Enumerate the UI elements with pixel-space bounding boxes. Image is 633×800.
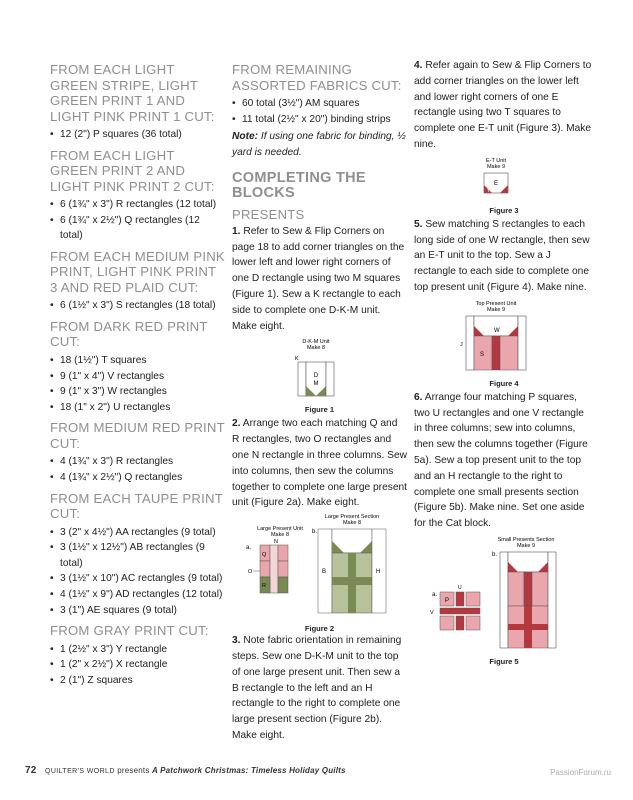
step-text: Note fabric orientation in remaining steps. Sew one D-K-M unit to the top of one large present unit. Then sew a B rectangle to the left and an H rectangle to the right to complete one large present section (Figure 2b). Make eight. — [232, 635, 402, 741]
figure-4-caption: Figure 4 — [489, 378, 519, 388]
fig1-label-k: K — [295, 356, 299, 363]
cutting-group-heading: FROM EACH LIGHT GREEN STRIPE, LIGHT GREEN PRINT 1 AND LIGHT PINK PRINT 1 CUT: — [50, 62, 215, 124]
list-item: • 11 total (2½" x 20") binding strips — [232, 112, 407, 128]
fig5-label-u: U — [458, 584, 462, 591]
step-number: 4. — [414, 60, 423, 71]
page-footer — [25, 765, 346, 776]
fig3-label-t: T — [487, 187, 490, 193]
figure-5 — [414, 534, 594, 664]
fig3-sub: Make 9 — [486, 163, 506, 170]
figure-3 — [414, 155, 594, 213]
fig2-label-o: O — [248, 569, 253, 576]
list-item: • 6 (1¾" x 2½") Q rectangles (12 total) — [50, 213, 225, 244]
cutting-list — [50, 197, 225, 244]
fig1-label-d: D — [313, 373, 319, 380]
step-5 — [414, 217, 594, 296]
step-6 — [414, 390, 594, 532]
list-item: • 1 (2" x 2½") X rectangle — [50, 657, 225, 673]
cutting-list — [50, 642, 225, 689]
cutting-group-heading: FROM MEDIUM RED PRINT CUT: — [50, 420, 225, 451]
list-item: • 12 (2") P squares (36 total) — [50, 127, 225, 143]
step-1 — [232, 224, 407, 335]
fig5-label-b: b. — [492, 551, 498, 558]
step-2 — [232, 416, 407, 511]
section-title: COMPLETING THE BLOCKS — [232, 169, 366, 201]
fig5-title: Small Presents Section — [497, 536, 555, 543]
subsection-title: PRESENTS — [232, 206, 305, 222]
fig4-label-j: J — [460, 341, 463, 348]
note-text: If using one fabric for binding, ½ yard is needed. — [232, 131, 406, 158]
list-item: • 3 (1½" x 12½") AB rectangles (9 total) — [50, 540, 225, 571]
fig5-label-a: a. — [432, 591, 438, 598]
cutting-group-heading: FROM EACH MEDIUM PINK PRINT, LIGHT PINK PRINT 3 AND RED PLAID CUT: — [50, 248, 225, 295]
figure-3-diagram — [414, 155, 594, 201]
fig3-title: E-T Unit — [485, 157, 507, 164]
fig5-label-p: P — [445, 597, 450, 604]
list-item: • 3 (1½" x 10") AC rectangles (9 total) — [50, 571, 225, 587]
fig2-label-n: N — [274, 539, 278, 546]
fig4-sub: Make 9 — [486, 306, 506, 313]
step-number: 6. — [414, 391, 423, 403]
list-item: • 2 (1") Z squares — [50, 673, 225, 689]
fig1-title: D-K-M Unit — [302, 339, 330, 346]
instructions-column-2 — [232, 58, 407, 746]
fig2-sub-a: Make 8 — [270, 532, 290, 539]
cutting-group-heading: FROM EACH LIGHT GREEN PRINT 2 AND LIGHT PINK PRINT 2 CUT: — [50, 147, 215, 194]
cutting-group-heading: FROM DARK RED PRINT CUT: — [50, 318, 208, 350]
step-number: 5. — [414, 218, 423, 230]
page-number: 72 — [25, 765, 37, 776]
step-number: 3. — [232, 635, 241, 647]
list-item: • 1 (2½" x 3") Y rectangle — [50, 642, 225, 658]
fig2-label-b: b. — [312, 529, 318, 536]
cutting-list — [50, 127, 225, 143]
figure-1-caption: Figure 1 — [304, 405, 335, 415]
binding-note — [232, 129, 407, 161]
step-text: Refer to Sew & Flip Corners on page 18 to add corner triangles on the lower left and lower right corners of one D rectangle using two M squares (Figure 1). Sew a K rectangle to each side to complete one D-K-M unit. Make eight. — [232, 225, 405, 332]
cutting-list — [50, 525, 225, 619]
figure-3-caption: Figure 3 — [489, 205, 519, 215]
fig2-title-b: Large Present Section — [324, 514, 380, 521]
figure-5-caption: Figure 5 — [489, 656, 519, 666]
cutting-list — [50, 298, 225, 314]
cutting-group-heading: FROM GRAY PRINT CUT: — [50, 623, 209, 639]
list-item: • 9 (1" x 3") W rectangles — [50, 384, 225, 400]
fig5-sub: Make 9 — [516, 542, 536, 549]
list-item: • 6 (1½" x 3") S rectangles (18 total) — [50, 298, 225, 314]
fig5-label-v: V — [430, 609, 434, 616]
list-item: • 3 (1") AE squares (9 total) — [50, 603, 225, 619]
figure-4-diagram — [414, 298, 594, 374]
step-number: 1. — [232, 225, 241, 237]
list-item: • 4 (1¾" x 2½") Q rectangles — [50, 470, 225, 486]
step-text: Sew matching S rectangles to each long side of one W rectangle, then sew an E-T unit to the top. Sew a J rectangle to each side to complete one top present unit (Figure 4). Make nine. — [414, 218, 590, 293]
list-item: • 4 (1½" x 9") AD rectangles (12 total) — [50, 587, 225, 603]
fig1-sub: Make 8 — [306, 345, 326, 352]
book-title: A Patchwork Christmas: Timeless Holiday Quilts — [151, 766, 346, 775]
fig2-title-a: Large Present Unit — [257, 526, 303, 533]
fig4-label-w: W — [494, 327, 500, 334]
list-item: • 9 (1" x 4") V rectangles — [50, 369, 225, 385]
fig2-label-bb: B — [322, 569, 327, 576]
step-4 — [414, 58, 594, 153]
cutting-group-heading: FROM EACH TAUPE PRINT CUT: — [50, 490, 223, 522]
remaining-fabrics-heading: FROM REMAINING ASSORTED FABRICS CUT: — [232, 62, 402, 93]
fig3-label-e: E — [493, 180, 499, 187]
watermark: PassionForum.ru — [550, 768, 611, 777]
step-text: Refer again to Sew & Flip Corners to add corner triangles on the lower left and lower right corners of one E rectangle using two T squares to complete one E-T unit (Figure 3). Make nine. — [414, 60, 592, 150]
fig4-label-s: S — [480, 351, 485, 358]
step-text: Arrange four matching P squares, two U rectangles and one V rectangle in three columns; sew into columns, then sew the columns together (Figure 5a). Sew a top present unit to the top and an H rectangle to the right to complete one small presents section (Figure 5b). Make nine. Set one aside for the Cat block. — [414, 391, 588, 530]
step-3 — [232, 633, 407, 744]
figure-2-caption: Figure 2 — [304, 624, 335, 634]
list-item: • 18 (1" x 2") U rectangles — [50, 400, 225, 416]
figure-2-diagram — [232, 513, 407, 619]
step-text: Arrange two each matching Q and R rectangles, two O rectangles and one N rectangle in three columns. Sew into columns, then sew the columns together to complete one large present unit (Figure 2a). Make eight. — [232, 418, 407, 509]
fig2-label-r: R — [262, 583, 266, 590]
list-item: • 18 (1½") T squares — [50, 353, 225, 369]
list-item: • 6 (1¾" x 3") R rectangles (12 total) — [50, 197, 225, 213]
step-number: 2. — [232, 418, 241, 430]
fig4-title: Top Present Unit — [475, 300, 517, 307]
figure-4 — [414, 298, 594, 386]
fig2-sub-b: Make 8 — [342, 520, 362, 527]
fig1-label-m: M — [313, 381, 319, 388]
cutting-list — [50, 454, 225, 485]
cutting-list — [50, 353, 225, 415]
remaining-fabrics-list — [232, 96, 407, 127]
note-label: Note: — [232, 131, 259, 143]
figure-1 — [232, 336, 407, 415]
fig2-label-a: a. — [246, 545, 252, 552]
list-item: • 3 (2" x 4½") AA rectangles (9 total) — [50, 525, 225, 541]
instructions-column-3 — [414, 58, 594, 668]
fig2-label-h: H — [376, 569, 381, 576]
brand-name: QUILTER'S WORLD — [44, 768, 115, 775]
list-item: • 60 total (3½") AM squares — [232, 96, 407, 112]
cutting-list-column — [50, 58, 225, 690]
list-item: • 4 (1¾" x 3") R rectangles — [50, 454, 225, 470]
presents-word: presents — [117, 766, 150, 775]
figure-1-diagram — [232, 336, 407, 400]
figure-2 — [232, 513, 407, 634]
figure-5-diagram — [414, 534, 594, 652]
fig2-label-q: Q — [262, 552, 267, 559]
